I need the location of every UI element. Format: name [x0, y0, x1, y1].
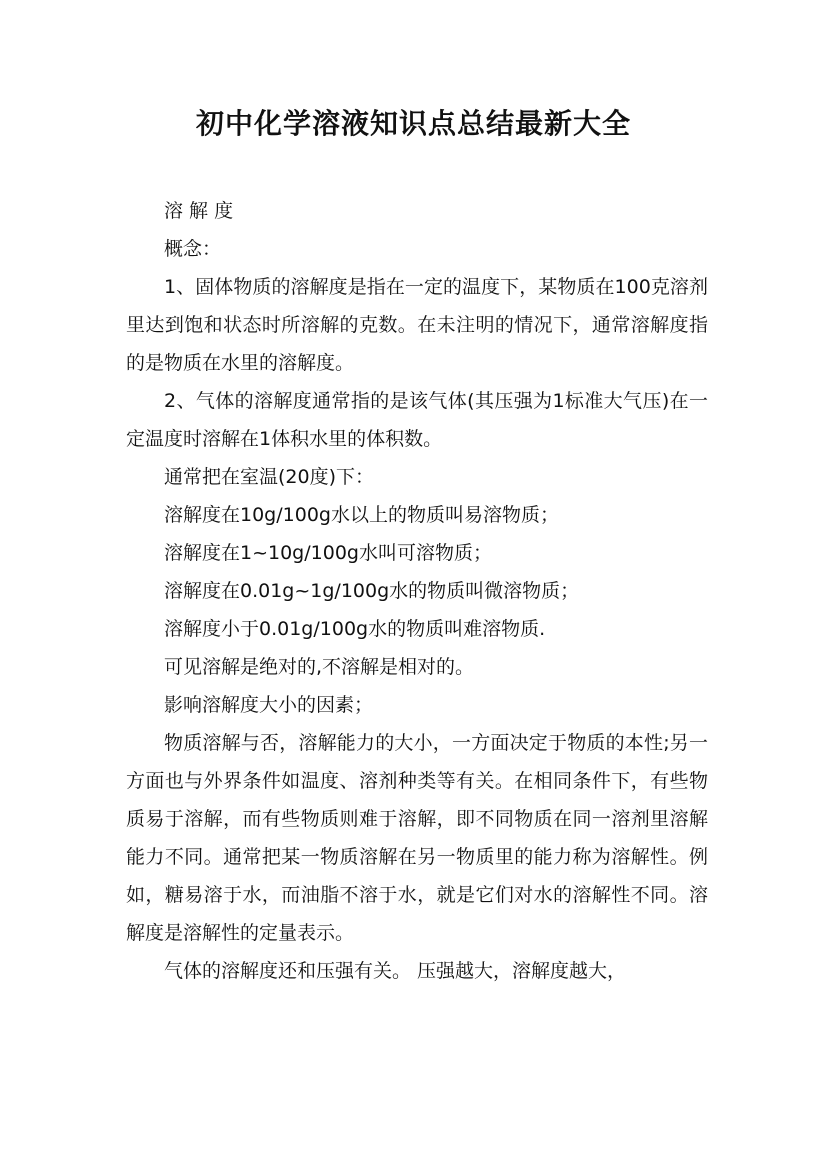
section-heading-solubility: 溶 解 度: [164, 200, 234, 222]
paragraph-room-temperature: 通常把在室温(20度)下：: [164, 466, 375, 488]
paragraph-gas-pressure: 气体的溶解度还和压强有关。 压强越大，溶解度越大，: [164, 960, 627, 982]
concept-label: 概念：: [164, 238, 222, 260]
paragraph-solid-solubility: 1、固体物质的溶解度是指在一定的温度下，某物质在100克溶剂里达到饱和状态时所溶解的克数。在未注明的情况下，通常溶解度指的是物质在水里的溶解度。: [126, 276, 708, 374]
paragraph-soluble: 溶解度在1~10g/100g水叫可溶物质；: [164, 542, 492, 564]
paragraph-insoluble: 溶解度小于0.01g/100g水的物质叫难溶物质.: [164, 618, 546, 640]
paragraph-easily-soluble: 溶解度在10g/100g水以上的物质叫易溶物质；: [164, 504, 559, 526]
paragraph-factors-heading: 影响溶解度大小的因素；: [164, 694, 374, 716]
document-body: [126, 192, 708, 990]
paragraph-gas-solubility: 2、气体的溶解度通常指的是该气体(其压强为1标准大气压)在一定温度时溶解在1体积水里的体积数。: [126, 390, 708, 450]
paragraph-slightly-soluble: 溶解度在0.01g~1g/100g水的物质叫微溶物质；: [164, 580, 580, 602]
paragraph-relative-dissolution: 可见溶解是绝对的,不溶解是相对的。: [164, 656, 475, 678]
document-title: 初中化学溶液知识点总结最新大全: [195, 107, 631, 140]
paragraph-factors-detail: 物质溶解与否，溶解能力的大小，一方面决定于物质的本性;另一方面也与外界条件如温度、溶剂种类等有关。在相同条件下，有些物质易于溶解，而有些物质则难于溶解，即不同物质在同一溶剂里溶解能力不同。通常把某一物质溶解在另一物质里的能力称为溶解性。例如，糖易溶于水，而油脂不溶于水，就是它们对水的溶解性不同。溶解度是溶解性的定量表示。: [126, 732, 708, 944]
